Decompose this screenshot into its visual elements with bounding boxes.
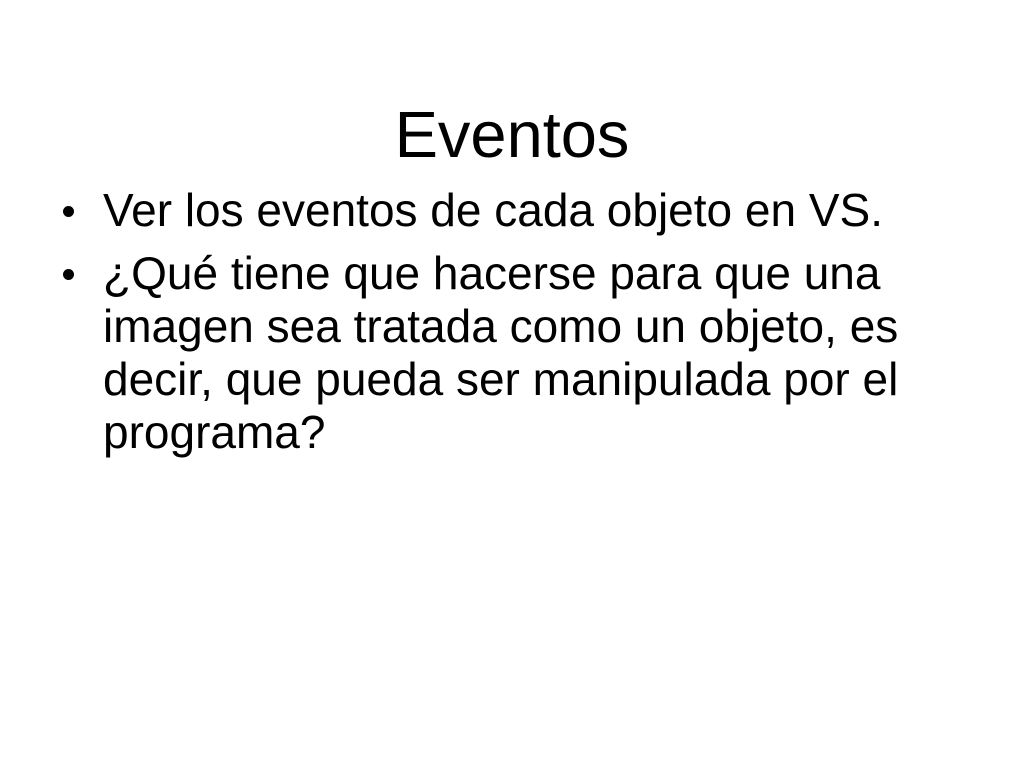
bullet-icon: [63, 206, 74, 217]
bullet-marker: [62, 184, 103, 237]
list-item: [62, 247, 962, 459]
bullet-icon: [63, 269, 74, 280]
slide-title: Eventos: [394, 97, 630, 171]
bullet-text: Ver los eventos de cada objeto en VS.: [103, 184, 883, 236]
bullet-list: [62, 184, 962, 459]
bullet-text: ¿Qué tiene que hacerse para que una imagen sea tratada como un objeto, es decir, que pueda ser manipulada por el programa?: [103, 247, 899, 458]
bullet-marker: [62, 247, 103, 300]
list-item: [62, 184, 962, 237]
